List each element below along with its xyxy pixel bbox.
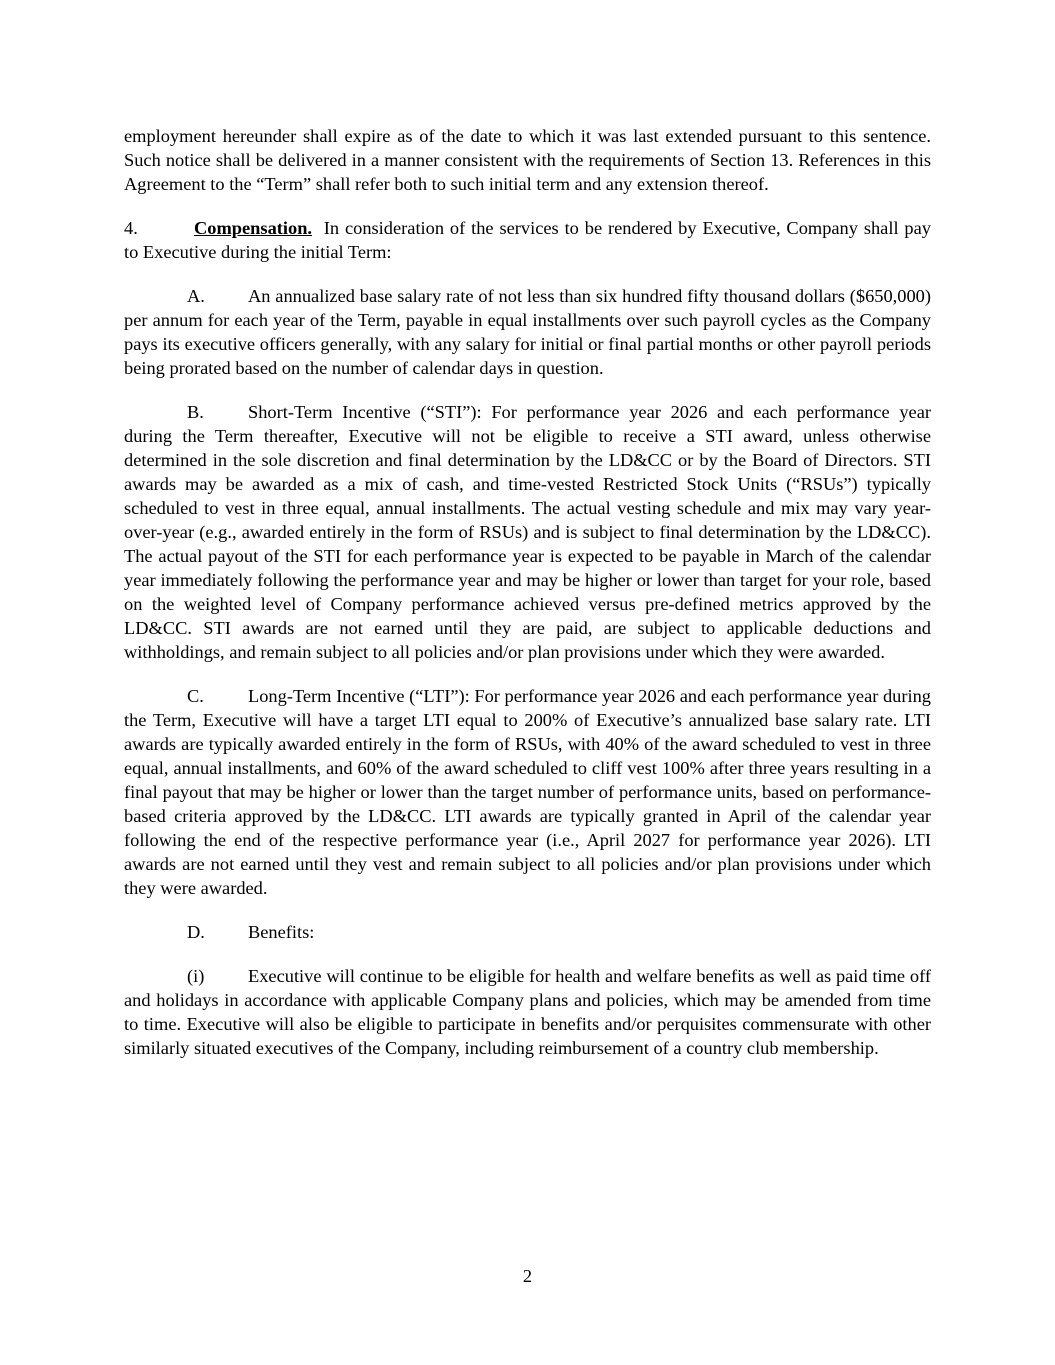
item-c-marker: C. xyxy=(187,686,204,706)
item-b-text: Short-Term Incentive (“STI”): For performance year 2026 and each performance year during the Term thereafter, Executive will not be eligible to receive a STI award, unless otherwise determined in the sole discretion and final determination by the LD&CC or by the Board of Directors. STI awards may be awarded as a mix of cash, and time-vested Restricted Stock Units (“RSUs”) typically scheduled to vest in three equal, annual installments. The actual vesting schedule and mix may vary year-over-year (e.g., awarded entirely in the form of RSUs) and is subject to final determination by the LD&CC). The actual payout of the STI for each performance year is expected to be payable in March of the calendar year immediately following the performance year and may be higher or lower than target for your role, based on the weighted level of Company performance achieved versus pre-defined metrics approved by the LD&CC. STI awards are not earned until they are paid, are subject to applicable deductions and withholdings, and remain subject to all policies and/or plan provisions under which they were awarded. xyxy=(124,402,931,662)
item-d-i-paragraph xyxy=(124,964,931,1060)
section-4-paragraph xyxy=(124,216,931,264)
item-b-paragraph xyxy=(124,400,931,664)
item-d-text: Benefits: xyxy=(248,922,315,942)
item-d-i-text: Executive will continue to be eligible for health and welfare benefits as well as paid time off and holidays in accordance with applicable Company plans and policies, which may be amended from time to time. Executive will also be eligible to participate in benefits and/or perquisites commensurate with other similarly situated executives of the Company, including reimbursement of a country club membership. xyxy=(124,966,931,1058)
document-page xyxy=(124,124,931,1080)
item-c-paragraph xyxy=(124,684,931,900)
item-b-marker: B. xyxy=(187,402,204,422)
section-number: 4. xyxy=(124,218,138,238)
section-text: In consideration of the services to be rendered by Executive, Company shall pay to Executive during the initial Term: xyxy=(124,218,931,262)
item-a-marker: A. xyxy=(187,286,205,306)
page-number: 2 xyxy=(522,1266,533,1286)
section-heading: Compensation. xyxy=(194,218,313,238)
item-d-marker: D. xyxy=(187,922,205,942)
item-a-text: An annualized base salary rate of not less than six hundred fifty thousand dollars ($650,000) per annum for each year of the Term, payable in equal installments over such payroll cycles as the Company pays its executive officers generally, with any salary for initial or final partial months or other payroll periods being prorated based on the number of calendar days in question. xyxy=(124,286,931,378)
item-a-paragraph xyxy=(124,284,931,380)
intro-paragraph: employment hereunder shall expire as of the date to which it was last extended pursuant to this sentence. Such notice shall be delivered in a manner consistent with the requirements of Section 13. References in this Agreement to the “Term” shall refer both to such initial term and any extension thereof. xyxy=(124,126,931,194)
item-d-paragraph xyxy=(124,920,931,944)
item-d-i-marker: (i) xyxy=(187,966,205,986)
item-c-text: Long-Term Incentive (“LTI”): For performance year 2026 and each performance year during the Term, Executive will have a target LTI equal to 200% of Executive’s annualized base salary rate. LTI awards are typically awarded entirely in the form of RSUs, with 40% of the award scheduled to vest in three equal, annual installments, and 60% of the award scheduled to cliff vest 100% after three years resulting in a final payout that may be higher or lower than the target number of performance units, based on performance-based criteria approved by the LD&CC. LTI awards are typically granted in April of the calendar year following the end of the respective performance year (i.e., April 2027 for performance year 2026). LTI awards are not earned until they vest and remain subject to all policies and/or plan provisions under which they were awarded. xyxy=(124,686,931,898)
